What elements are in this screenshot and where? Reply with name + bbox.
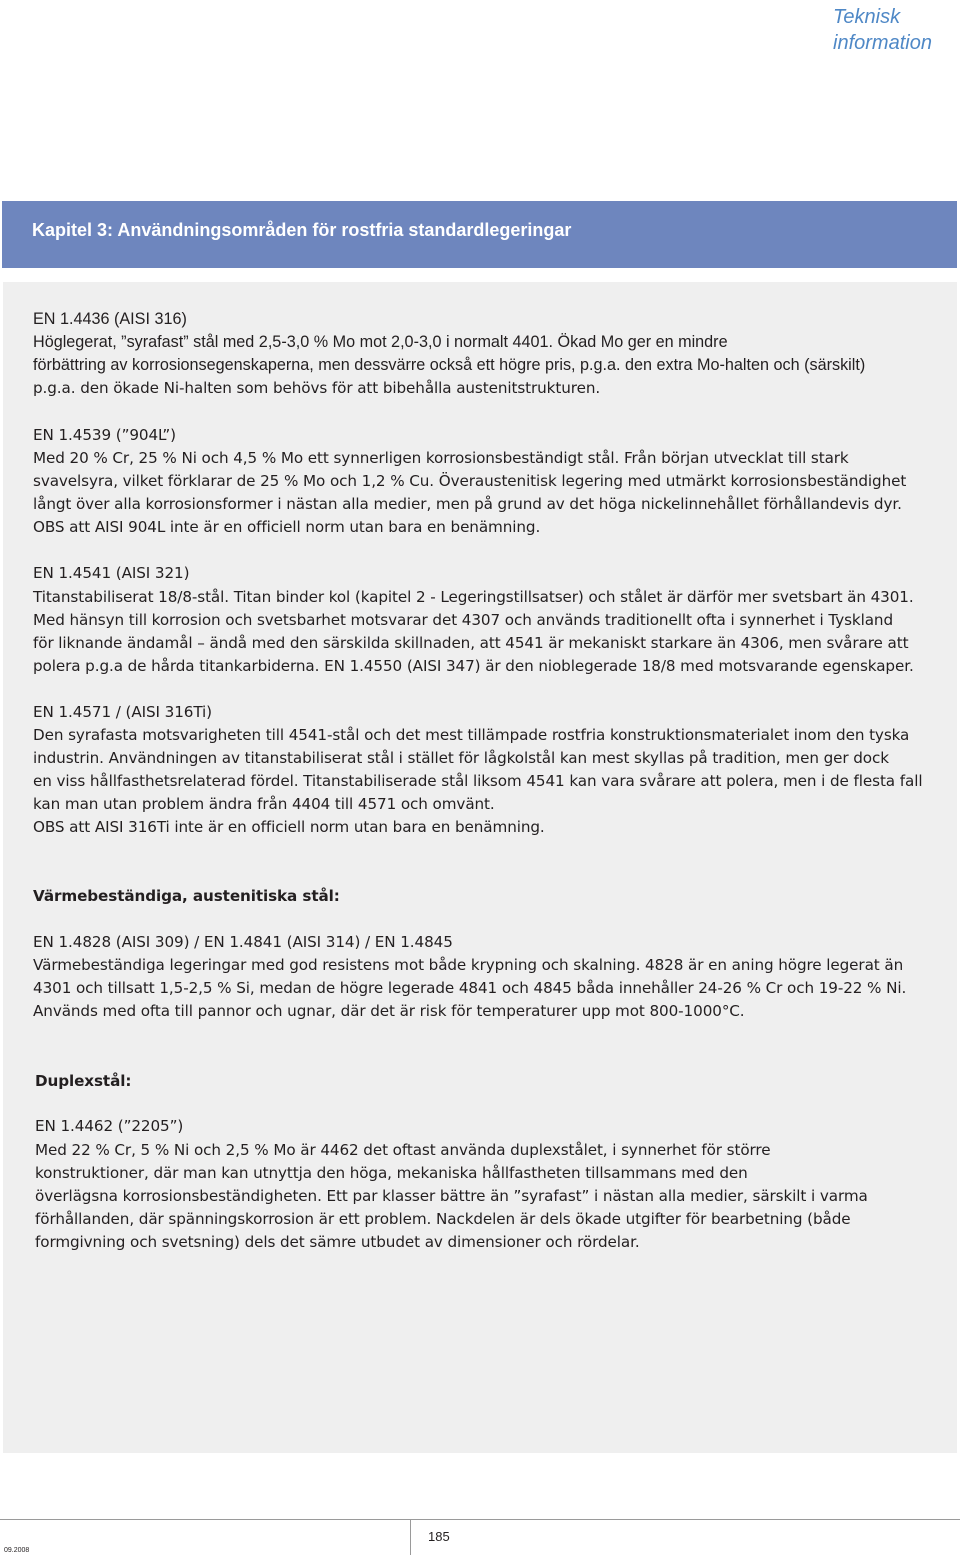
corner-title-line-1: Teknisk	[833, 6, 901, 28]
body-line: långt över alla korrosionsformer i nästan alla medier, men på grund av det höga nickelinnehållet förhållandevis dyr.	[33, 495, 902, 513]
body-line: 4301 och tillsatt 1,5-2,5 % Si, medan de högre legerade 4841 och 4845 båda innehåller 24-26 % Cr och 19-22 % Ni.	[33, 979, 907, 997]
body-line: Värmebeständiga legeringar med god resistens mot både krypning och skalning. 4828 är en aning högre legerat än	[33, 956, 904, 974]
page-number: 185	[428, 1529, 450, 1544]
section-heading-en-1-4571: EN 1.4571 / (AISI 316Ti)	[33, 703, 212, 721]
corner-title-line-2: information	[833, 32, 932, 54]
corner-title	[833, 4, 958, 56]
body-line: Titanstabiliserat 18/8-stål. Titan binder kol (kapitel 2 - Legeringstillsatser) och stålet är därför mer svetsbart än 4301.	[33, 588, 914, 606]
body-line: förhållanden, där spänningskorrosion är ett problem. Nackdelen är dels ökade utgifter för bearbetning (både	[35, 1210, 851, 1228]
body-line: Höglegerat, ”syrafast” stål med 2,5-3,0 % Mo mot 2,0-3,0 i normalt 4401. Ökad Mo ger en mindre	[33, 333, 728, 351]
footer-rule	[0, 1519, 960, 1520]
section-heading-en-1-4828: EN 1.4828 (AISI 309) / EN 1.4841 (AISI 314) / EN 1.4845	[33, 933, 453, 951]
body-line: formgivning och svetsning) dels det sämre utbudet av dimensioner och rördelar.	[35, 1233, 640, 1251]
body-line: Med 20 % Cr, 25 % Ni och 4,5 % Mo ett synnerligen korrosionsbeständigt stål. Från början utvecklat till stark	[33, 449, 849, 467]
section-heading-en-1-4541: EN 1.4541 (AISI 321)	[33, 564, 190, 582]
body-line: konstruktioner, där man kan utnyttja den höga, mekaniska hållfastheten tillsammans med den	[35, 1164, 748, 1182]
body-line: förbättring av korrosionsegenskaperna, men dessvärre också ett högre pris, p.g.a. den extra Mo-halten och (särskilt)	[33, 356, 866, 374]
footer-separator	[410, 1519, 411, 1555]
section-heading-en-1-4462: EN 1.4462 (”2205”)	[35, 1117, 184, 1135]
body-line: polera p.g.a de hårda titankarbiderna. EN 1.4550 (AISI 347) är den nioblegerade 18/8 med motsvarande egenskaper.	[33, 657, 914, 675]
body-line: svavelsyra, vilket förklarar de 25 % Mo och 1,2 % Cu. Överaustenitisk legering med utmärkt korrosionsbeständighet	[33, 472, 907, 490]
body-line: en viss hållfasthetsrelaterad fördel. Titanstabiliserade stål liksom 4541 kan vara svårare att polera, men i de flesta fall	[33, 772, 923, 790]
body-line: Med hänsyn till korrosion och svetsbarhet motsvarar det 4307 och används traditionellt ofta i synnerhet i Tyskland	[33, 611, 894, 629]
body-line: Med 22 % Cr, 5 % Ni och 2,5 % Mo är 4462 det oftast använda duplexstålet, i synnerhet för större	[35, 1141, 771, 1159]
chapter-title: Kapitel 3: Användningsområden för rostfria standardlegeringar	[32, 220, 572, 240]
body-line: p.g.a. den ökade Ni-halten som behövs för att bibehålla austenitstrukturen.	[33, 379, 601, 397]
section-heading-en-1-4436: EN 1.4436 (AISI 316)	[33, 310, 187, 328]
body-line: Den syrafasta motsvarigheten till 4541-stål och det mest tillämpade rostfria konstruktionsmaterialet inom den tyska	[33, 726, 910, 744]
footer-date: 09.2008	[4, 1547, 30, 1554]
body-line: OBS att AISI 904L inte är en officiell norm utan bara en benämning.	[33, 518, 541, 536]
body-line: Används med ofta till pannor och ugnar, där det är risk för temperaturer upp mot 800-1000°C.	[33, 1002, 745, 1020]
body-line: överlägsna korrosionsbeständigheten. Ett par klasser bättre än ”syrafast” i nästan alla medier, särskilt i varma	[35, 1187, 868, 1205]
body-line: industrin. Användningen av titanstabiliserat stål i stället för lågkolstål kan mest skyllas på tradition, men ger dock	[33, 749, 889, 767]
body-line: OBS att AISI 316Ti inte är en officiell norm utan bara en benämning.	[33, 818, 545, 836]
section-title-duplex: Duplexstål:	[35, 1072, 132, 1090]
section-title-heat-resistant: Värmebeständiga, austenitiska stål:	[33, 887, 340, 905]
section-heading-en-1-4539: EN 1.4539 (”904L”)	[33, 426, 176, 444]
body-line: kan man utan problem ändra från 4404 till 4571 och omvänt.	[33, 795, 495, 813]
body-line: för liknande ändamål – ändå med den särskilda skillnaden, att 4541 är mekaniskt starkare än 4306, men svårare att	[33, 634, 909, 652]
